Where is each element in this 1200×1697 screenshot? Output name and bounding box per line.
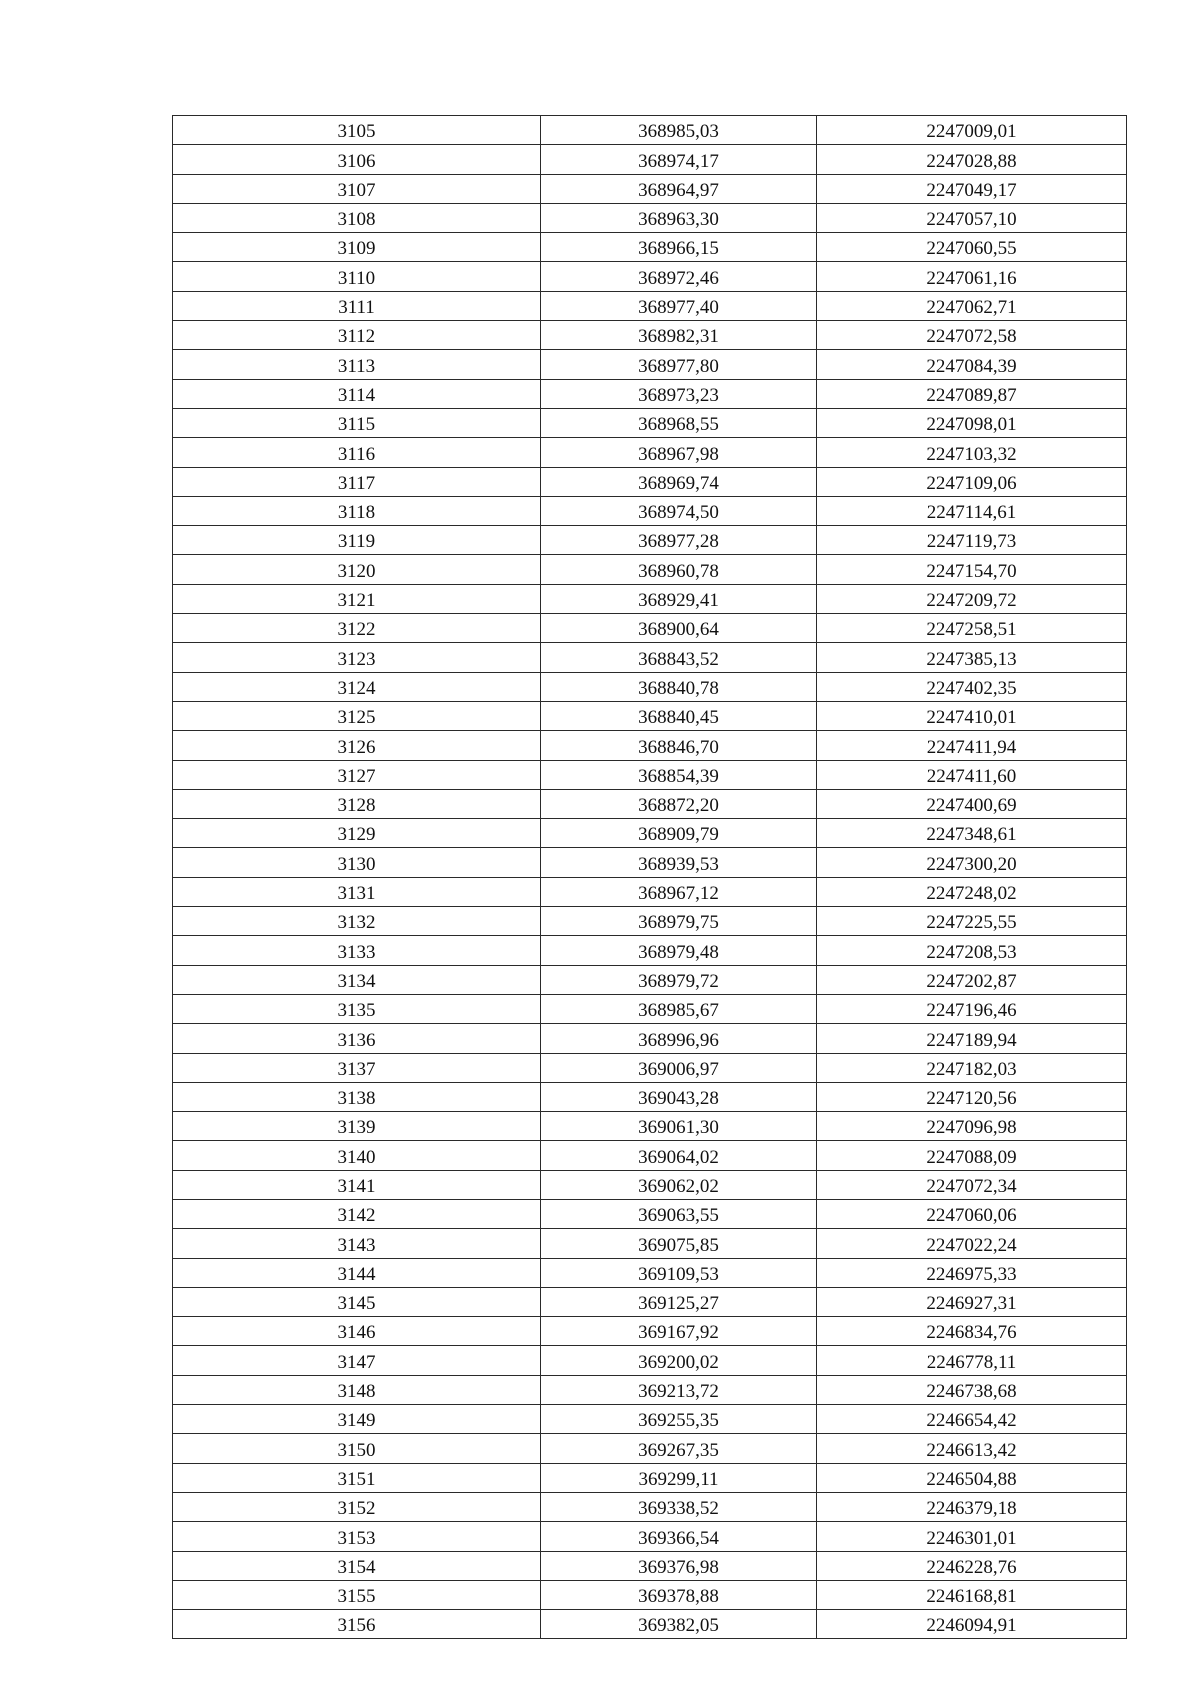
table-row	[173, 1551, 1127, 1580]
table-row	[173, 350, 1127, 379]
point-number-cell: 3147	[173, 1346, 541, 1375]
point-number-cell: 3124	[173, 672, 541, 701]
point-number-cell: 3143	[173, 1229, 541, 1258]
table-row	[173, 1346, 1127, 1375]
y-coordinate-cell: 2247009,01	[817, 116, 1127, 145]
y-coordinate-cell: 2247096,98	[817, 1112, 1127, 1141]
y-coordinate-cell: 2246778,11	[817, 1346, 1127, 1375]
y-coordinate-cell: 2247028,88	[817, 145, 1127, 174]
table-row	[173, 614, 1127, 643]
x-coordinate-cell: 368840,78	[541, 672, 817, 701]
y-coordinate-cell: 2247300,20	[817, 848, 1127, 877]
y-coordinate-cell: 2247154,70	[817, 555, 1127, 584]
point-number-cell: 3148	[173, 1375, 541, 1404]
point-number-cell: 3156	[173, 1610, 541, 1639]
y-coordinate-cell: 2247084,39	[817, 350, 1127, 379]
point-number-cell: 3152	[173, 1492, 541, 1521]
y-coordinate-cell: 2247411,60	[817, 760, 1127, 789]
y-coordinate-cell: 2247348,61	[817, 819, 1127, 848]
point-number-cell: 3116	[173, 438, 541, 467]
table-row	[173, 848, 1127, 877]
y-coordinate-cell: 2247182,03	[817, 1053, 1127, 1082]
table-row	[173, 203, 1127, 232]
x-coordinate-cell: 369378,88	[541, 1580, 817, 1609]
point-number-cell: 3155	[173, 1580, 541, 1609]
y-coordinate-cell: 2247049,17	[817, 174, 1127, 203]
point-number-cell: 3129	[173, 819, 541, 848]
point-number-cell: 3114	[173, 379, 541, 408]
x-coordinate-cell: 368963,30	[541, 203, 817, 232]
x-coordinate-cell: 368973,23	[541, 379, 817, 408]
x-coordinate-cell: 368967,12	[541, 877, 817, 906]
table-row	[173, 1141, 1127, 1170]
point-number-cell: 3151	[173, 1463, 541, 1492]
y-coordinate-cell: 2246228,76	[817, 1551, 1127, 1580]
point-number-cell: 3115	[173, 408, 541, 437]
table-row	[173, 262, 1127, 291]
table-row	[173, 965, 1127, 994]
coordinates-table	[172, 115, 1127, 1639]
x-coordinate-cell: 368854,39	[541, 760, 817, 789]
x-coordinate-cell: 369075,85	[541, 1229, 817, 1258]
x-coordinate-cell: 369200,02	[541, 1346, 817, 1375]
point-number-cell: 3119	[173, 526, 541, 555]
point-number-cell: 3120	[173, 555, 541, 584]
table-row	[173, 1229, 1127, 1258]
y-coordinate-cell: 2247089,87	[817, 379, 1127, 408]
table-row	[173, 526, 1127, 555]
y-coordinate-cell: 2247088,09	[817, 1141, 1127, 1170]
table-row	[173, 145, 1127, 174]
table-row	[173, 877, 1127, 906]
y-coordinate-cell: 2246927,31	[817, 1287, 1127, 1316]
point-number-cell: 3132	[173, 907, 541, 936]
y-coordinate-cell: 2247062,71	[817, 291, 1127, 320]
x-coordinate-cell: 369062,02	[541, 1170, 817, 1199]
y-coordinate-cell: 2246094,91	[817, 1610, 1127, 1639]
point-number-cell: 3138	[173, 1082, 541, 1111]
x-coordinate-cell: 368972,46	[541, 262, 817, 291]
point-number-cell: 3134	[173, 965, 541, 994]
x-coordinate-cell: 368977,80	[541, 350, 817, 379]
x-coordinate-cell: 368967,98	[541, 438, 817, 467]
table-row	[173, 584, 1127, 613]
x-coordinate-cell: 368968,55	[541, 408, 817, 437]
x-coordinate-cell: 369064,02	[541, 1141, 817, 1170]
y-coordinate-cell: 2247098,01	[817, 408, 1127, 437]
table-row	[173, 672, 1127, 701]
y-coordinate-cell: 2247248,02	[817, 877, 1127, 906]
y-coordinate-cell: 2247060,55	[817, 233, 1127, 262]
point-number-cell: 3106	[173, 145, 541, 174]
x-coordinate-cell: 369167,92	[541, 1317, 817, 1346]
table-row	[173, 1375, 1127, 1404]
y-coordinate-cell: 2247202,87	[817, 965, 1127, 994]
x-coordinate-cell: 369366,54	[541, 1522, 817, 1551]
table-row	[173, 1053, 1127, 1082]
table-row	[173, 1024, 1127, 1053]
x-coordinate-cell: 368977,28	[541, 526, 817, 555]
x-coordinate-cell: 369061,30	[541, 1112, 817, 1141]
x-coordinate-cell: 368974,50	[541, 496, 817, 525]
table-row	[173, 496, 1127, 525]
point-number-cell: 3110	[173, 262, 541, 291]
point-number-cell: 3128	[173, 789, 541, 818]
table-row	[173, 907, 1127, 936]
x-coordinate-cell: 368909,79	[541, 819, 817, 848]
x-coordinate-cell: 369063,55	[541, 1199, 817, 1228]
y-coordinate-cell: 2247411,94	[817, 731, 1127, 760]
y-coordinate-cell: 2247402,35	[817, 672, 1127, 701]
x-coordinate-cell: 369006,97	[541, 1053, 817, 1082]
table-row	[173, 1287, 1127, 1316]
y-coordinate-cell: 2247400,69	[817, 789, 1127, 818]
table-row	[173, 643, 1127, 672]
point-number-cell: 3112	[173, 321, 541, 350]
table-row	[173, 408, 1127, 437]
x-coordinate-cell: 368929,41	[541, 584, 817, 613]
point-number-cell: 3111	[173, 291, 541, 320]
y-coordinate-cell: 2247208,53	[817, 936, 1127, 965]
y-coordinate-cell: 2246654,42	[817, 1405, 1127, 1434]
point-number-cell: 3131	[173, 877, 541, 906]
y-coordinate-cell: 2247022,24	[817, 1229, 1127, 1258]
point-number-cell: 3126	[173, 731, 541, 760]
table-row	[173, 116, 1127, 145]
y-coordinate-cell: 2247225,55	[817, 907, 1127, 936]
point-number-cell: 3135	[173, 994, 541, 1023]
table-row	[173, 321, 1127, 350]
y-coordinate-cell: 2247189,94	[817, 1024, 1127, 1053]
table-row	[173, 1199, 1127, 1228]
point-number-cell: 3137	[173, 1053, 541, 1082]
table-row	[173, 1492, 1127, 1521]
point-number-cell: 3127	[173, 760, 541, 789]
y-coordinate-cell: 2247057,10	[817, 203, 1127, 232]
x-coordinate-cell: 368900,64	[541, 614, 817, 643]
y-coordinate-cell: 2247119,73	[817, 526, 1127, 555]
coordinates-table-body	[173, 116, 1127, 1639]
table-row	[173, 701, 1127, 730]
x-coordinate-cell: 368964,97	[541, 174, 817, 203]
table-row	[173, 555, 1127, 584]
x-coordinate-cell: 368982,31	[541, 321, 817, 350]
point-number-cell: 3125	[173, 701, 541, 730]
x-coordinate-cell: 369267,35	[541, 1434, 817, 1463]
y-coordinate-cell: 2247410,01	[817, 701, 1127, 730]
point-number-cell: 3133	[173, 936, 541, 965]
y-coordinate-cell: 2247061,16	[817, 262, 1127, 291]
x-coordinate-cell: 368840,45	[541, 701, 817, 730]
point-number-cell: 3140	[173, 1141, 541, 1170]
point-number-cell: 3123	[173, 643, 541, 672]
x-coordinate-cell: 368979,48	[541, 936, 817, 965]
table-row	[173, 291, 1127, 320]
table-row	[173, 379, 1127, 408]
x-coordinate-cell: 368939,53	[541, 848, 817, 877]
point-number-cell: 3154	[173, 1551, 541, 1580]
x-coordinate-cell: 368996,96	[541, 1024, 817, 1053]
y-coordinate-cell: 2247103,32	[817, 438, 1127, 467]
x-coordinate-cell: 369109,53	[541, 1258, 817, 1287]
y-coordinate-cell: 2246379,18	[817, 1492, 1127, 1521]
point-number-cell: 3150	[173, 1434, 541, 1463]
x-coordinate-cell: 368966,15	[541, 233, 817, 262]
x-coordinate-cell: 368843,52	[541, 643, 817, 672]
x-coordinate-cell: 369213,72	[541, 1375, 817, 1404]
x-coordinate-cell: 368979,72	[541, 965, 817, 994]
x-coordinate-cell: 368872,20	[541, 789, 817, 818]
point-number-cell: 3117	[173, 467, 541, 496]
table-row	[173, 467, 1127, 496]
y-coordinate-cell: 2247258,51	[817, 614, 1127, 643]
point-number-cell: 3130	[173, 848, 541, 877]
x-coordinate-cell: 368979,75	[541, 907, 817, 936]
table-row	[173, 789, 1127, 818]
point-number-cell: 3108	[173, 203, 541, 232]
y-coordinate-cell: 2246168,81	[817, 1580, 1127, 1609]
table-row	[173, 1522, 1127, 1551]
y-coordinate-cell: 2246301,01	[817, 1522, 1127, 1551]
point-number-cell: 3139	[173, 1112, 541, 1141]
x-coordinate-cell: 369043,28	[541, 1082, 817, 1111]
table-row	[173, 994, 1127, 1023]
table-row	[173, 1580, 1127, 1609]
point-number-cell: 3149	[173, 1405, 541, 1434]
table-row	[173, 1434, 1127, 1463]
table-row	[173, 1610, 1127, 1639]
x-coordinate-cell: 368977,40	[541, 291, 817, 320]
point-number-cell: 3144	[173, 1258, 541, 1287]
y-coordinate-cell: 2246834,76	[817, 1317, 1127, 1346]
y-coordinate-cell: 2247114,61	[817, 496, 1127, 525]
y-coordinate-cell: 2247385,13	[817, 643, 1127, 672]
y-coordinate-cell: 2246738,68	[817, 1375, 1127, 1404]
x-coordinate-cell: 368960,78	[541, 555, 817, 584]
table-row	[173, 1463, 1127, 1492]
table-row	[173, 819, 1127, 848]
table-row	[173, 1170, 1127, 1199]
y-coordinate-cell: 2246975,33	[817, 1258, 1127, 1287]
x-coordinate-cell: 368969,74	[541, 467, 817, 496]
table-row	[173, 1112, 1127, 1141]
x-coordinate-cell: 368985,67	[541, 994, 817, 1023]
point-number-cell: 3136	[173, 1024, 541, 1053]
table-row	[173, 438, 1127, 467]
y-coordinate-cell: 2247072,34	[817, 1170, 1127, 1199]
x-coordinate-cell: 369382,05	[541, 1610, 817, 1639]
x-coordinate-cell: 369255,35	[541, 1405, 817, 1434]
point-number-cell: 3122	[173, 614, 541, 643]
point-number-cell: 3142	[173, 1199, 541, 1228]
x-coordinate-cell: 368974,17	[541, 145, 817, 174]
point-number-cell: 3107	[173, 174, 541, 203]
x-coordinate-cell: 369376,98	[541, 1551, 817, 1580]
y-coordinate-cell: 2247109,06	[817, 467, 1127, 496]
point-number-cell: 3105	[173, 116, 541, 145]
point-number-cell: 3118	[173, 496, 541, 525]
point-number-cell: 3146	[173, 1317, 541, 1346]
y-coordinate-cell: 2247196,46	[817, 994, 1127, 1023]
table-row	[173, 1082, 1127, 1111]
table-row	[173, 233, 1127, 262]
y-coordinate-cell: 2246504,88	[817, 1463, 1127, 1492]
y-coordinate-cell: 2247072,58	[817, 321, 1127, 350]
table-row	[173, 731, 1127, 760]
y-coordinate-cell: 2247060,06	[817, 1199, 1127, 1228]
y-coordinate-cell: 2247209,72	[817, 584, 1127, 613]
point-number-cell: 3109	[173, 233, 541, 262]
y-coordinate-cell: 2247120,56	[817, 1082, 1127, 1111]
table-row	[173, 760, 1127, 789]
table-row	[173, 1405, 1127, 1434]
x-coordinate-cell: 368985,03	[541, 116, 817, 145]
table-row	[173, 936, 1127, 965]
table-row	[173, 1258, 1127, 1287]
y-coordinate-cell: 2246613,42	[817, 1434, 1127, 1463]
point-number-cell: 3113	[173, 350, 541, 379]
table-row	[173, 1317, 1127, 1346]
x-coordinate-cell: 368846,70	[541, 731, 817, 760]
point-number-cell: 3145	[173, 1287, 541, 1316]
table-row	[173, 174, 1127, 203]
point-number-cell: 3141	[173, 1170, 541, 1199]
x-coordinate-cell: 369125,27	[541, 1287, 817, 1316]
point-number-cell: 3153	[173, 1522, 541, 1551]
point-number-cell: 3121	[173, 584, 541, 613]
x-coordinate-cell: 369338,52	[541, 1492, 817, 1521]
x-coordinate-cell: 369299,11	[541, 1463, 817, 1492]
